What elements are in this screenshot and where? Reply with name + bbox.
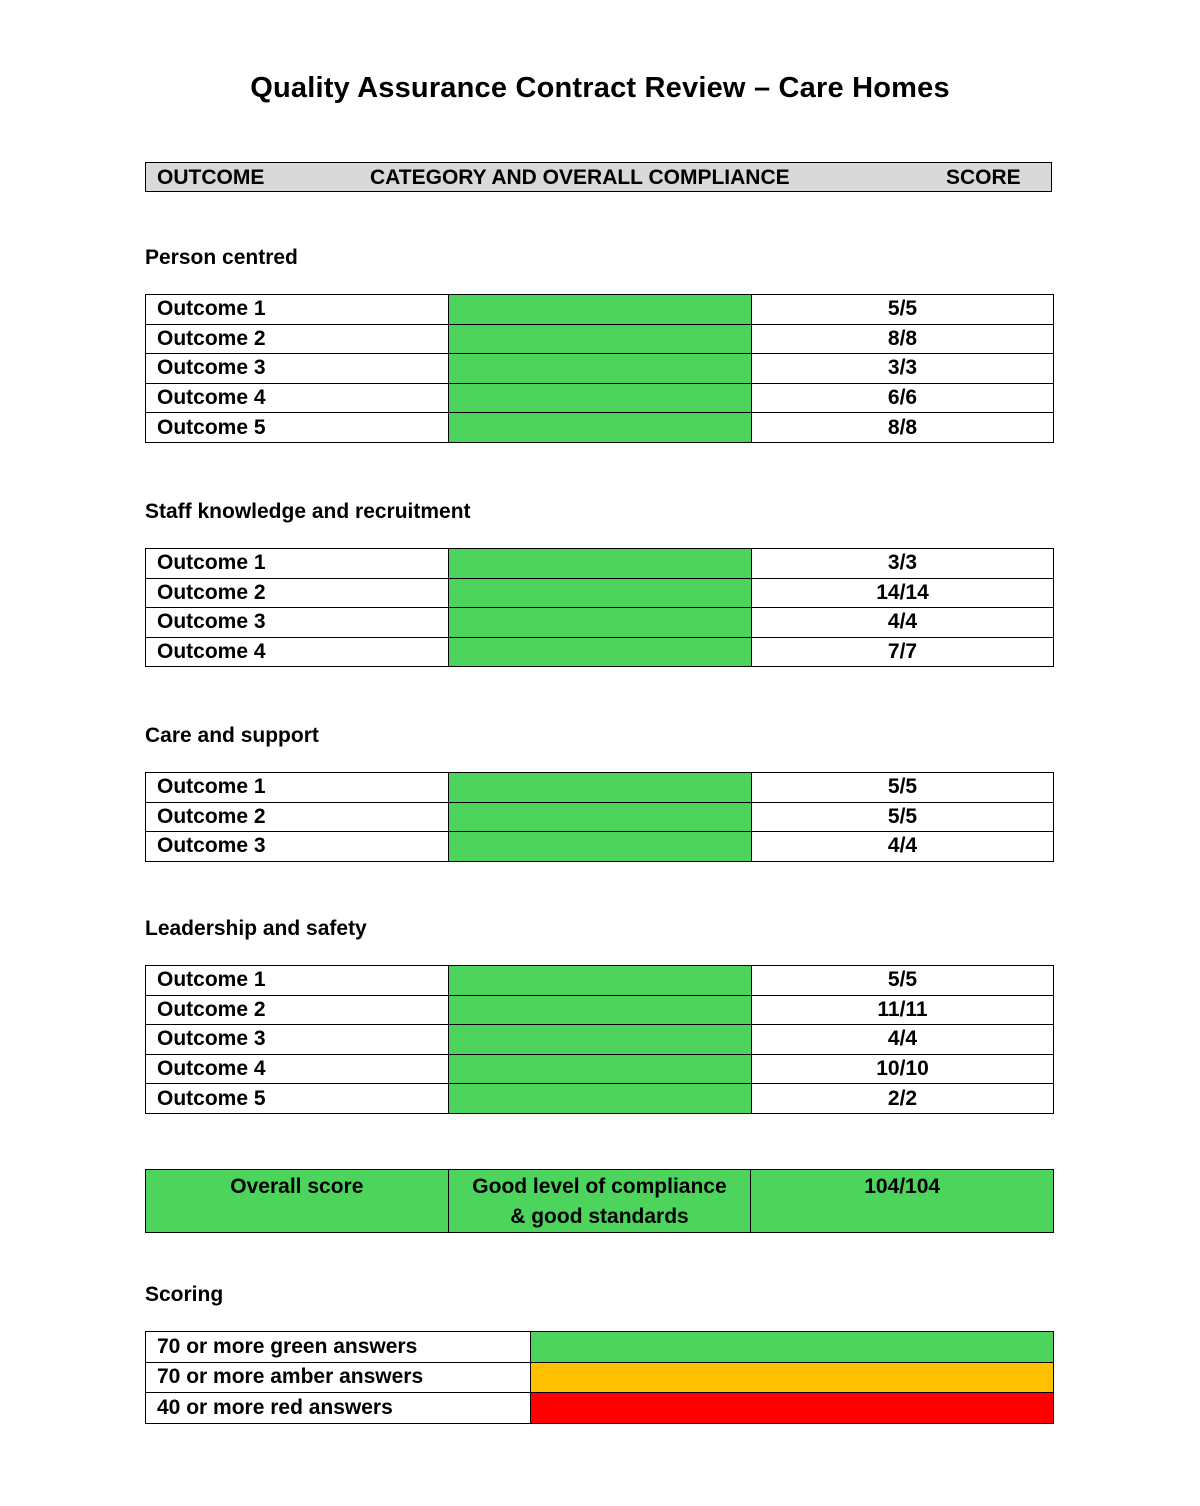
table-row <box>146 773 1054 803</box>
score-cell: 5/5 <box>752 773 1054 803</box>
outcome-label: Outcome 1 <box>146 966 449 996</box>
score-cell: 6/6 <box>752 383 1054 413</box>
outcome-label: Outcome 2 <box>146 324 449 354</box>
table-row <box>146 383 1054 413</box>
outcome-label: Outcome 4 <box>146 637 449 667</box>
outcome-label: Outcome 5 <box>146 1084 449 1114</box>
table-row <box>146 608 1054 638</box>
legend-row <box>146 1332 1054 1363</box>
compliance-cell <box>449 383 752 413</box>
compliance-cell <box>449 832 752 862</box>
outcome-label: Outcome 3 <box>146 608 449 638</box>
outcome-label: Outcome 5 <box>146 413 449 443</box>
overall-compliance-line1: Good level of compliance <box>472 1175 727 1198</box>
table-row <box>146 324 1054 354</box>
section-table-care-and-support <box>145 772 1054 862</box>
table-row <box>146 1054 1054 1084</box>
table-row <box>146 295 1054 325</box>
outcome-label: Outcome 3 <box>146 1025 449 1055</box>
compliance-cell <box>449 295 752 325</box>
header-category: CATEGORY AND OVERALL COMPLIANCE <box>370 166 790 189</box>
score-cell: 4/4 <box>752 832 1054 862</box>
legend-label-red: 40 or more red answers <box>146 1393 531 1424</box>
score-cell: 10/10 <box>752 1054 1054 1084</box>
table-row <box>146 637 1054 667</box>
legend-label-amber: 70 or more amber answers <box>146 1362 531 1393</box>
overall-compliance-line2: & good standards <box>510 1205 689 1228</box>
section-table-staff-knowledge <box>145 548 1054 667</box>
compliance-cell <box>449 966 752 996</box>
section-title-leadership-and-safety: Leadership and safety <box>145 917 367 940</box>
table-row <box>146 802 1054 832</box>
section-table-leadership-and-safety <box>145 965 1054 1114</box>
score-cell: 4/4 <box>752 608 1054 638</box>
section-title-staff-knowledge: Staff knowledge and recruitment <box>145 500 471 523</box>
compliance-cell <box>449 995 752 1025</box>
score-cell: 5/5 <box>752 966 1054 996</box>
compliance-cell <box>449 773 752 803</box>
section-title-person-centred: Person centred <box>145 246 298 269</box>
table-row <box>146 1084 1054 1114</box>
section-title-care-and-support: Care and support <box>145 724 319 747</box>
outcome-label: Outcome 2 <box>146 995 449 1025</box>
page-title: Quality Assurance Contract Review – Care Homes <box>250 72 950 104</box>
legend-label-green: 70 or more green answers <box>146 1332 531 1363</box>
outcome-label: Outcome 1 <box>146 773 449 803</box>
outcome-label: Outcome 1 <box>146 295 449 325</box>
outcome-label: Outcome 2 <box>146 578 449 608</box>
table-row <box>146 995 1054 1025</box>
score-cell: 11/11 <box>752 995 1054 1025</box>
score-cell: 3/3 <box>752 549 1054 579</box>
compliance-cell <box>449 549 752 579</box>
compliance-cell <box>449 637 752 667</box>
compliance-cell <box>449 324 752 354</box>
table-row <box>146 413 1054 443</box>
outcome-label: Outcome 2 <box>146 802 449 832</box>
table-row <box>146 1025 1054 1055</box>
overall-score-table <box>145 1169 1054 1233</box>
outcome-label: Outcome 3 <box>146 832 449 862</box>
compliance-cell <box>449 578 752 608</box>
legend-swatch-green <box>531 1332 1054 1363</box>
score-cell: 14/14 <box>752 578 1054 608</box>
table-row <box>146 354 1054 384</box>
overall-score-value: 104/104 <box>751 1170 1054 1233</box>
compliance-cell <box>449 1054 752 1084</box>
table-row <box>146 578 1054 608</box>
header-score: SCORE <box>946 166 1021 189</box>
table-row <box>146 832 1054 862</box>
compliance-cell <box>449 413 752 443</box>
overall-compliance <box>448 1170 751 1233</box>
legend-row <box>146 1362 1054 1393</box>
score-cell: 5/5 <box>752 295 1054 325</box>
score-cell: 8/8 <box>752 413 1054 443</box>
compliance-cell <box>449 354 752 384</box>
outcome-label: Outcome 4 <box>146 1054 449 1084</box>
outcome-label: Outcome 1 <box>146 549 449 579</box>
compliance-cell <box>449 802 752 832</box>
section-table-person-centred <box>145 294 1054 443</box>
legend-row <box>146 1393 1054 1424</box>
score-cell: 4/4 <box>752 1025 1054 1055</box>
overall-score-label: Overall score <box>146 1170 449 1233</box>
compliance-cell <box>449 1084 752 1114</box>
scoring-legend-table <box>145 1331 1054 1424</box>
legend-swatch-amber <box>531 1362 1054 1393</box>
score-cell: 8/8 <box>752 324 1054 354</box>
score-cell: 3/3 <box>752 354 1054 384</box>
outcome-label: Outcome 3 <box>146 354 449 384</box>
compliance-cell <box>449 608 752 638</box>
score-cell: 5/5 <box>752 802 1054 832</box>
outcome-label: Outcome 4 <box>146 383 449 413</box>
overall-row <box>146 1170 1054 1233</box>
table-row <box>146 549 1054 579</box>
score-cell: 2/2 <box>752 1084 1054 1114</box>
compliance-cell <box>449 1025 752 1055</box>
header-outcome: OUTCOME <box>157 166 265 189</box>
section-title-scoring: Scoring <box>145 1283 224 1306</box>
score-cell: 7/7 <box>752 637 1054 667</box>
legend-swatch-red <box>531 1393 1054 1424</box>
table-row <box>146 966 1054 996</box>
table-header <box>145 162 1052 192</box>
